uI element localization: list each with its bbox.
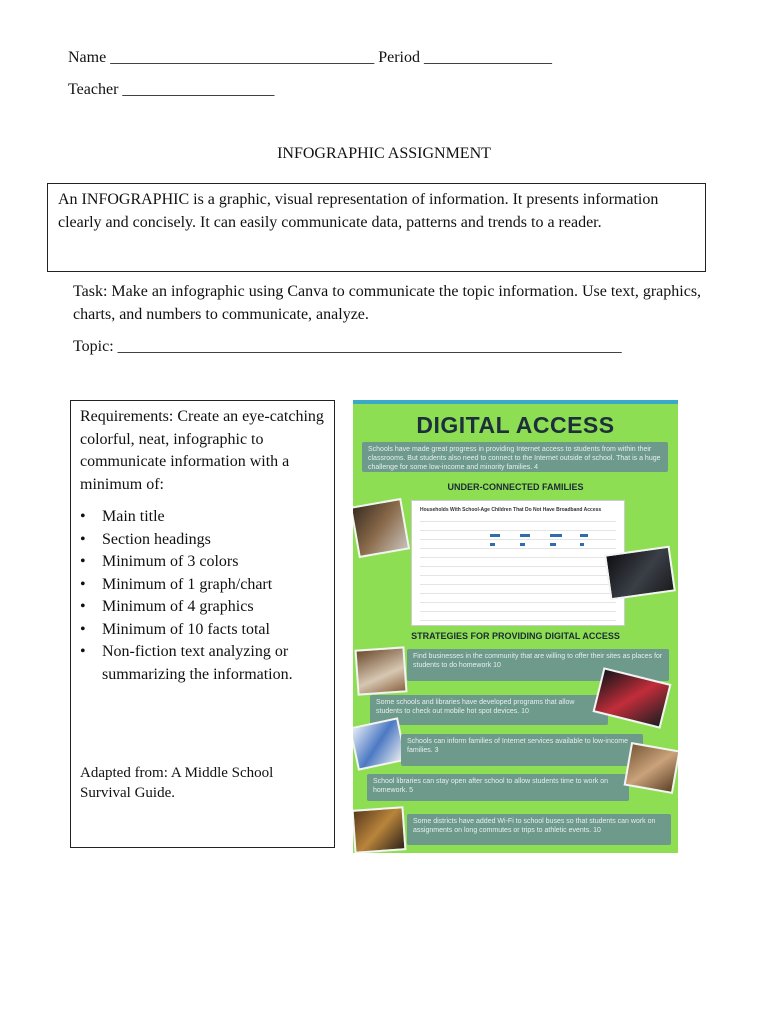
flyer-photo	[353, 717, 407, 770]
strategy-band: Some schools and libraries have developed programs that allow students to check out mobile hot spot devices. 10	[370, 695, 608, 725]
requirement-item: • Minimum of 10 facts total	[102, 619, 325, 642]
table-row	[420, 614, 616, 621]
requirements-list	[80, 506, 325, 686]
strategy-band: Schools can inform families of Internet services available to low-income families. 3	[401, 734, 643, 766]
infographic-title: DIGITAL ACCESS	[416, 412, 615, 438]
strategy-band: Find businesses in the community that are willing to offer their sites as places for students to do homework 10	[407, 649, 669, 681]
table-row	[420, 515, 616, 522]
broadband-table-image	[411, 500, 625, 626]
requirement-item: • Main title	[102, 506, 325, 529]
table-row	[420, 605, 616, 612]
table-row	[420, 587, 616, 594]
infographic-heading-strategies: STRATEGIES FOR PROVIDING DIGITAL ACCESS	[411, 631, 620, 641]
table-bar	[580, 534, 588, 537]
school-bus-photo	[353, 806, 406, 853]
library-photo	[624, 742, 678, 794]
requirement-item: • Non-fiction text analyzing or summarizing the information.	[102, 641, 325, 686]
table-row	[420, 524, 616, 531]
name-period-line: Name _________________________________ Period ________________	[68, 49, 552, 66]
table-row	[420, 560, 616, 567]
requirement-item: • Section headings	[102, 529, 325, 552]
phone-photo	[353, 498, 410, 558]
topic-line: Topic: _______________________________________________________________	[73, 338, 622, 355]
definition-box: An INFOGRAPHIC is a graphic, visual representation of information. It presents information clearly and concisely. It can easily communicate data, patterns and trends to a reader.	[47, 183, 706, 272]
infographic-heading-families: UNDER-CONNECTED FAMILIES	[447, 482, 584, 492]
requirement-item: • Minimum of 1 graph/chart	[102, 574, 325, 597]
infographic-example	[353, 400, 678, 853]
strategy-band: Some districts have added Wi-Fi to school buses so that students can work on assignments on long commutes or trips to athletic events. 10	[407, 814, 671, 845]
laptop-photo	[604, 546, 676, 601]
table-title: Households With School-Age Children That Do Not Have Broadband Access	[420, 507, 602, 513]
infographic-accent-bar	[353, 400, 678, 404]
requirement-item: • Minimum of 3 colors	[102, 551, 325, 574]
table-row	[420, 578, 616, 585]
table-bar	[520, 534, 530, 537]
table-row	[420, 596, 616, 603]
page-title: INFOGRAPHIC ASSIGNMENT	[277, 145, 491, 162]
table-row	[420, 542, 616, 549]
infographic-intro: Schools have made great progress in providing Internet access to students from within their classrooms. But students also need to connect to the Internet outside of school. That is a huge challenge for some low-income and minority families. 4	[362, 442, 668, 472]
strategy-band: School libraries can stay open after school to allow students time to work on homework. 5	[367, 774, 629, 801]
table-bar	[550, 543, 556, 546]
requirements-box	[70, 400, 335, 848]
requirements-intro: Requirements: Create an eye-catching colorful, neat, infographic to communicate information with a minimum of:	[80, 408, 324, 493]
table-row	[420, 551, 616, 558]
table-bar	[580, 543, 584, 546]
teacher-line: Teacher ___________________	[68, 81, 275, 98]
requirement-item: • Minimum of 4 graphics	[102, 596, 325, 619]
table-bar	[550, 534, 562, 537]
table-bar	[490, 534, 500, 537]
task-text: Task: Make an infographic using Canva to communicate the topic information. Use text, graphics, charts, and numbers to communicate, analyze.	[73, 283, 702, 323]
coffee-cup-photo	[354, 646, 407, 695]
table-row	[420, 569, 616, 576]
table-bar	[490, 543, 495, 546]
table-bar	[520, 543, 525, 546]
adapted-from-note: Adapted from: A Middle School Survival Guide.	[80, 765, 274, 801]
table-row	[420, 533, 616, 540]
